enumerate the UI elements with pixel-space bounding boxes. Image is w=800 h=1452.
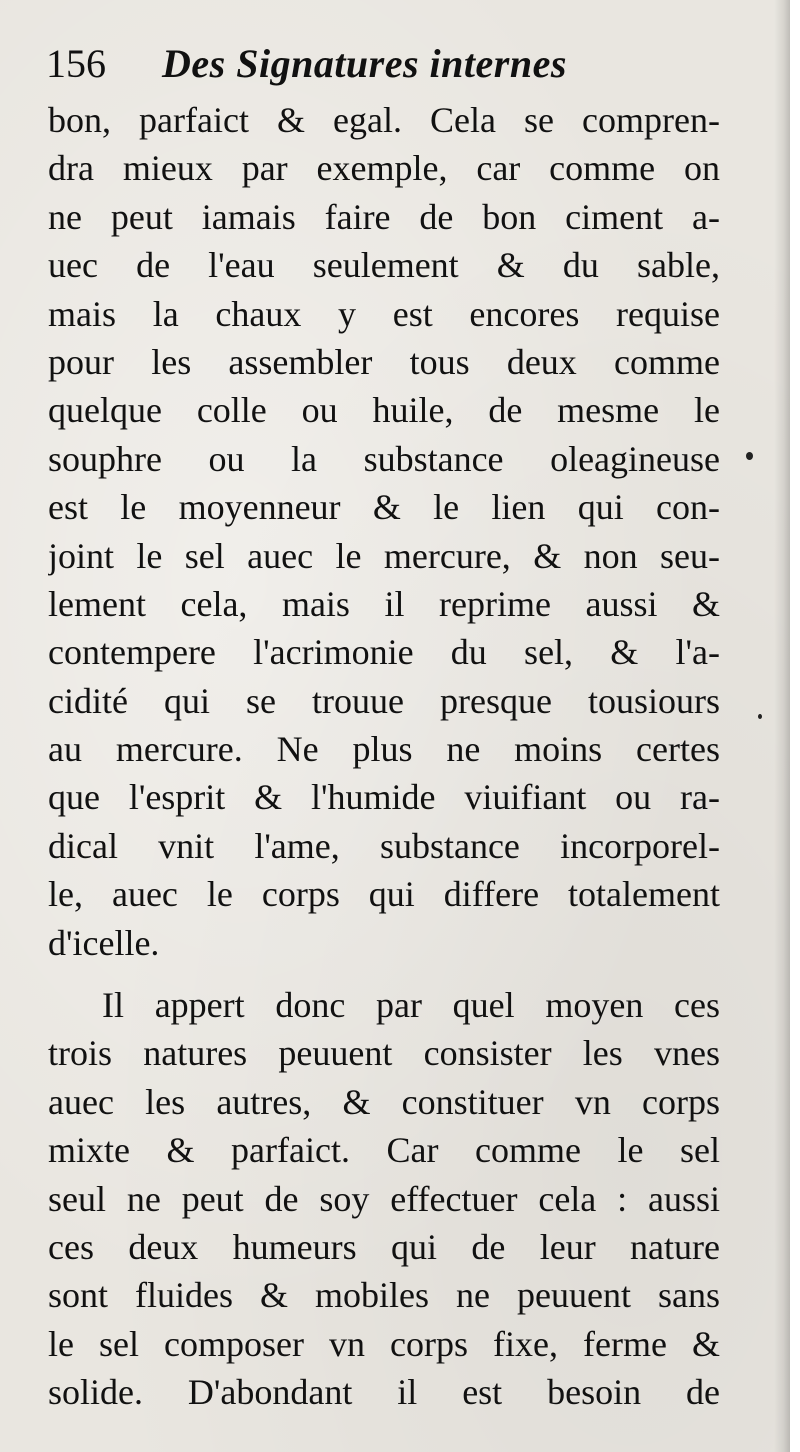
text-line: dra mieux par exemple, car comme on <box>48 148 720 189</box>
text-line: que l'esprit & l'humide viuifiant ou ra- <box>48 777 720 818</box>
text-line: auec les autres, & constituer vn corps <box>48 1081 720 1122</box>
page-number: 156 <box>46 41 106 86</box>
text-line: ces deux humeurs qui de leur nature <box>48 1226 720 1267</box>
text-line: le sel composer vn corps fixe, ferme & <box>48 1323 720 1364</box>
text-line: d'icelle. <box>48 922 160 963</box>
text-line: seul ne peut de soy effectuer cela : aussi <box>48 1178 720 1219</box>
ink-speck <box>746 452 753 460</box>
text-line: dical vnit l'ame, substance incorporel- <box>48 825 720 866</box>
text-line: solide. D'abondant il est besoin de <box>48 1372 720 1413</box>
body-text <box>48 96 720 1417</box>
paragraph-2 <box>48 981 720 1417</box>
text-line: cidité qui se trouue presque tousiours <box>48 680 720 721</box>
text-line: au mercure. Ne plus ne moins certes <box>48 729 720 770</box>
text-line: quelque colle ou huile, de mesme le <box>48 390 720 431</box>
text-line: ne peut iamais faire de bon ciment a- <box>48 196 720 237</box>
text-line: Il appert donc par quel moyen ces <box>102 985 720 1026</box>
text-line: mais la chaux y est encores requise <box>48 293 720 334</box>
running-title: Des Signatures internes <box>162 41 567 86</box>
text-line: uec de l'eau seulement & du sable, <box>48 245 720 286</box>
paragraph-1 <box>48 96 720 967</box>
paragraph-gap <box>48 967 720 981</box>
text-line: trois natures peuuent consister les vnes <box>48 1033 720 1074</box>
ink-speck <box>758 714 762 719</box>
text-line: contempere l'acrimonie du sel, & l'a- <box>48 632 720 673</box>
text-line: souphre ou la substance oleagineuse <box>48 438 720 479</box>
text-line: bon, parfaict & egal. Cela se compren- <box>48 100 720 140</box>
text-line: pour les assembler tous deux comme <box>48 341 720 382</box>
text-line: est le moyenneur & le lien qui con- <box>48 487 720 528</box>
text-line: mixte & parfaict. Car comme le sel <box>48 1130 720 1171</box>
page-header <box>46 34 730 94</box>
text-line: sont fluides & mobiles ne peuuent sans <box>48 1275 720 1316</box>
text-line: joint le sel auec le mercure, & non seu- <box>48 535 720 576</box>
page-edge-shadow <box>774 0 790 1452</box>
text-line: le, auec le corps qui differe totalement <box>48 874 720 915</box>
text-line: lement cela, mais il reprime aussi & <box>48 583 720 624</box>
